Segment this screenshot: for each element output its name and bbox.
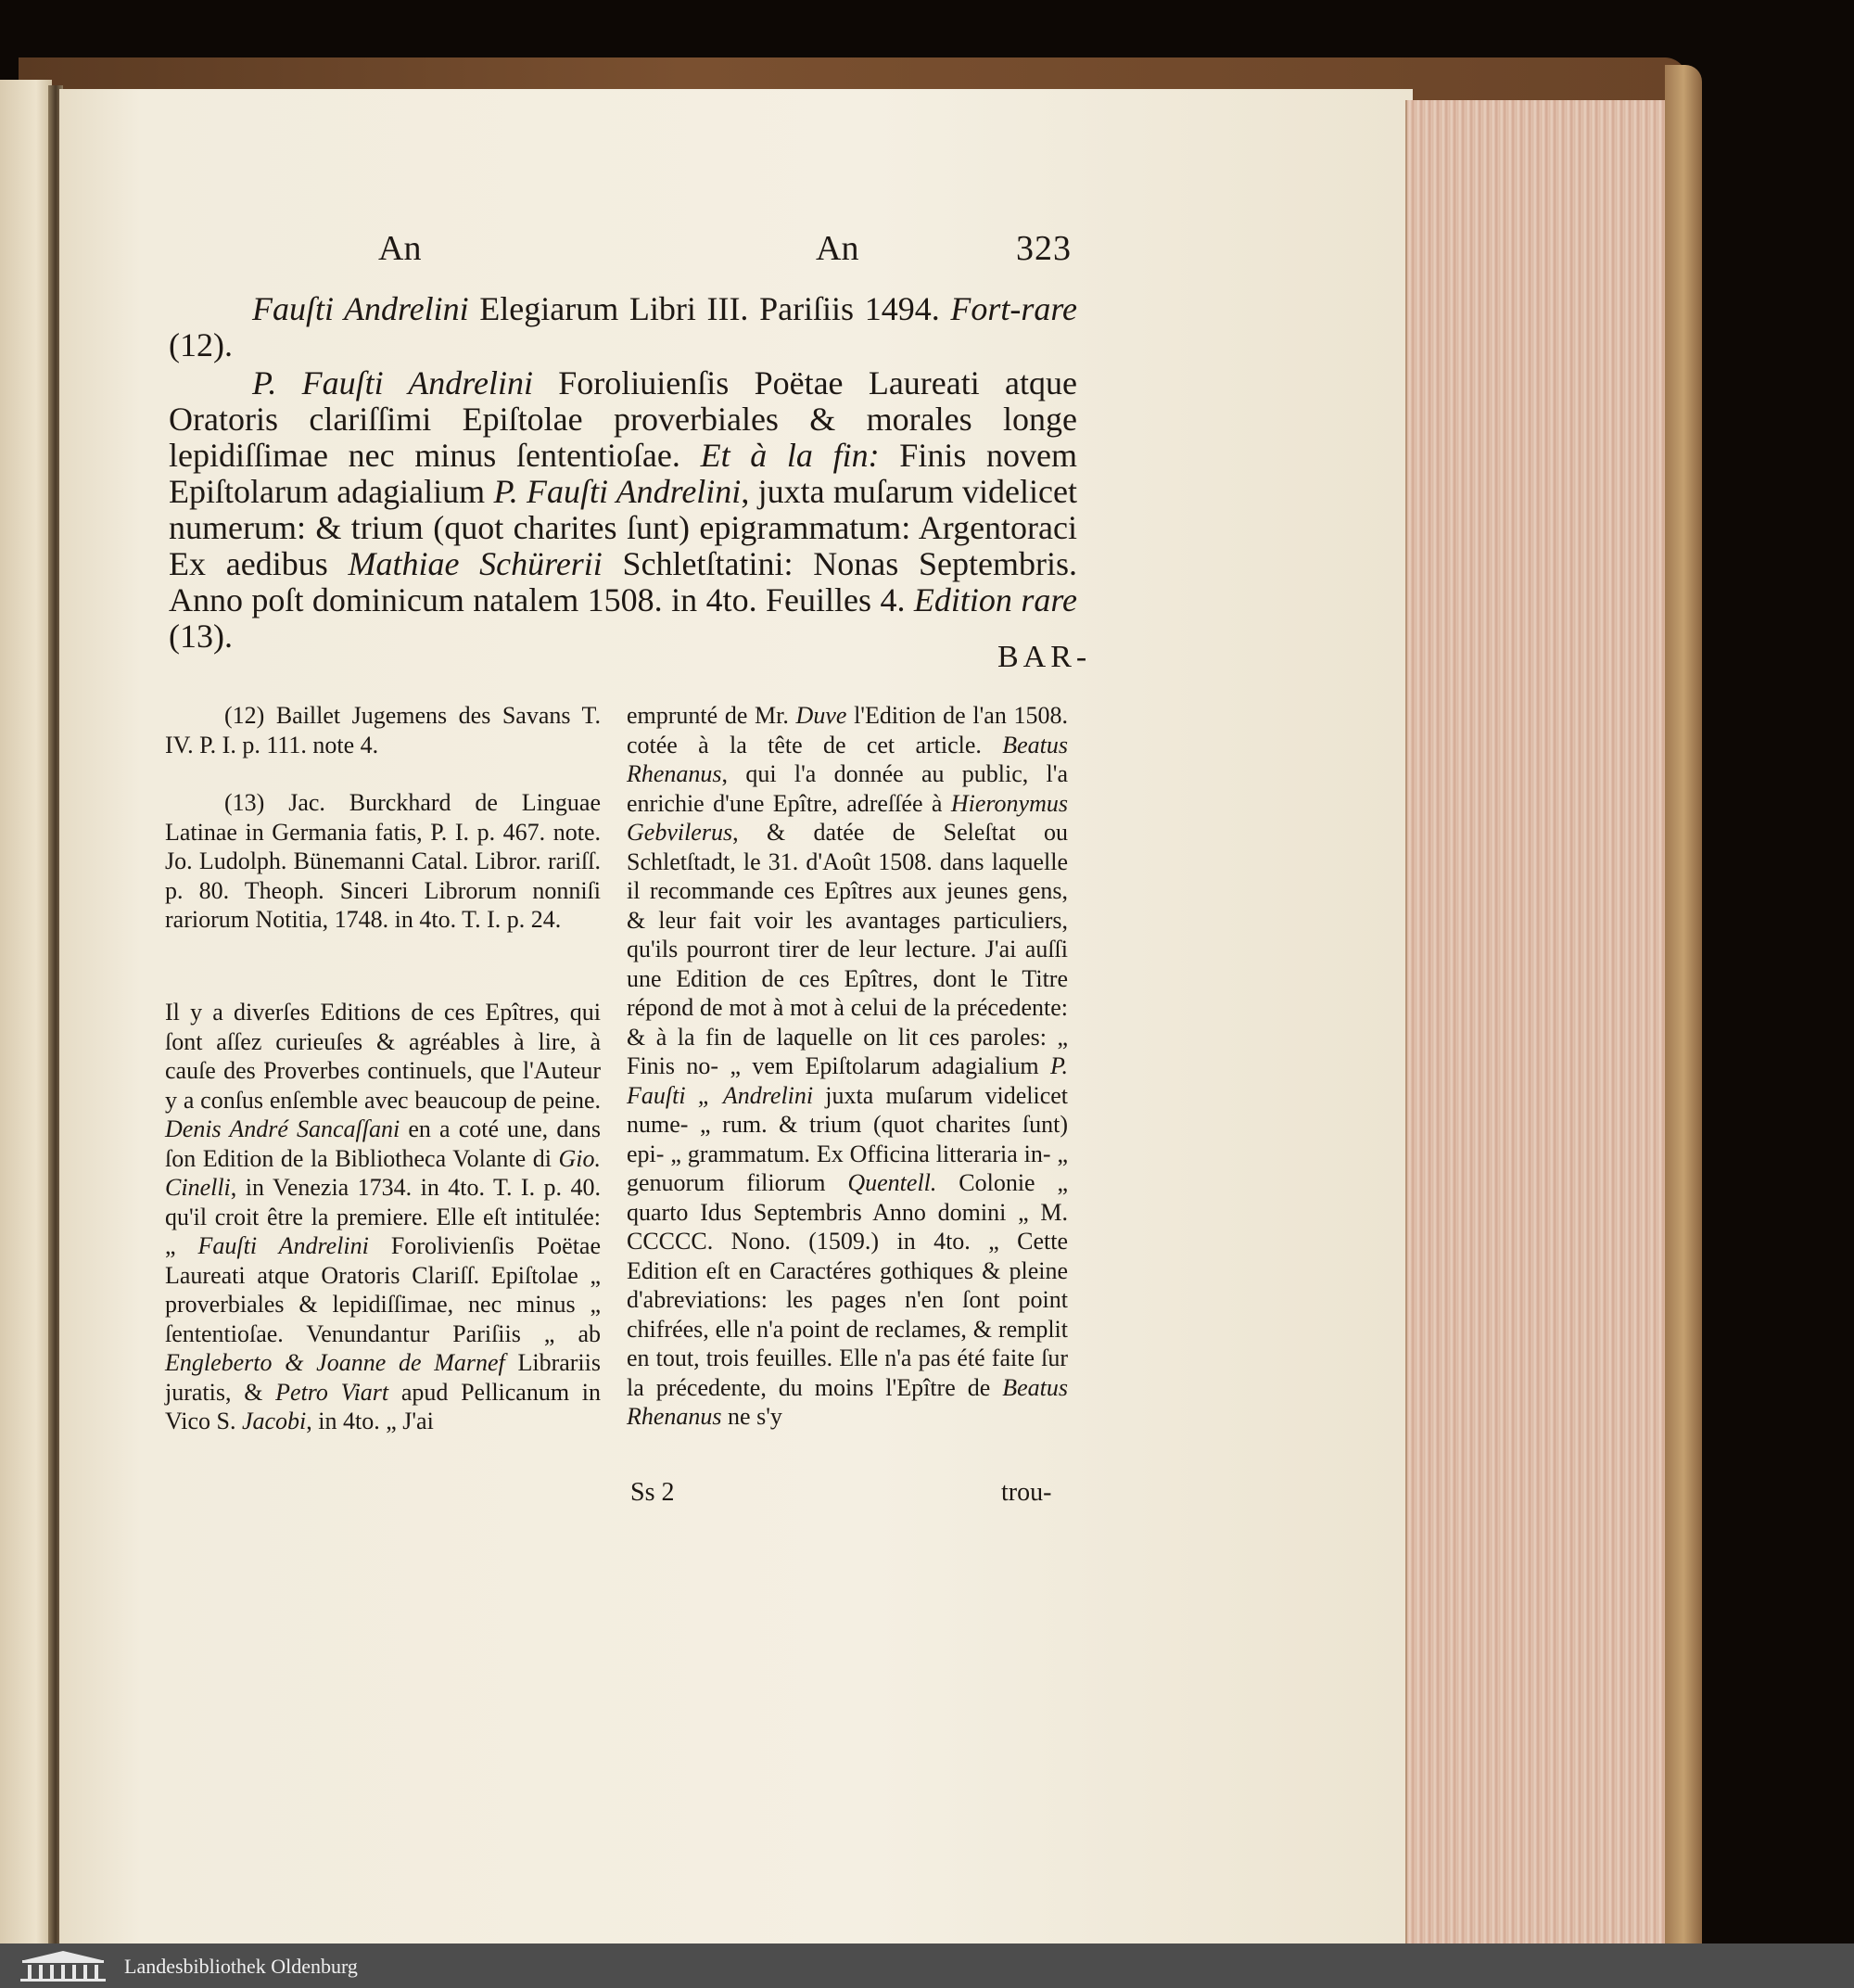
text-run: (12) Baillet Jugemens des Savans T. IV. P. I. p. 111. note 4. bbox=[165, 702, 601, 758]
left-page-edge bbox=[0, 80, 52, 1943]
text-run: , in 4to. „ J'ai bbox=[306, 1408, 434, 1434]
text-run: emprunté de Mr. bbox=[627, 702, 796, 729]
text-run: , & datée de Seleſtat ou Schletſtadt, le 31. d'Août 1508. dans laquelle il recommande ces Epîtres aux jeunes gens, & leur fait voir les avantages particuliers, qu'ils pourront tirer de leur lecture. J'ai auſſi une Edition de ces Epîtres, dont le Titre répond de mot à mot à celui de la précedente: & à la fin de laquelle on lit ces paroles: „ Finis no- „ vem Epiſtolarum adagialium bbox=[627, 819, 1068, 1079]
italic-text: Mathiae Schürerii bbox=[348, 545, 603, 582]
text-run: Il y a diverſes Editions de ces Epîtres, qui ſont aſſez curieuſes & agréables à lire, à cauſe des Proverbes continuels, que l'Auteur y a conſus enſemble avec beaucoup de peine. bbox=[165, 999, 601, 1114]
text-run: juxta muſarum videlicet nume- „ rum. & trium (quot charites ſunt) epi- „ grammatum. Ex Officina litteraria in- „ genuorum filiorum bbox=[627, 1081, 1068, 1196]
text-run: (13) Jac. Burckhard de Linguae Latinae in Germania fatis, P. I. p. 467. note. Jo. Ludolph. Bünemanni Catal. Libror. rariſſ. p. 80. Theoph. Sinceri Librorum nonniſi rariorum Notitia, 1748. in 4to. T. I. p. 24. bbox=[165, 789, 601, 933]
text-run: en a coté une, dans ſon Edition de la Bibliotheca Volante di bbox=[165, 1115, 601, 1172]
catchword-top: BAR- bbox=[997, 640, 1092, 674]
italic-text: P. Fauſti „ Andrelini bbox=[627, 1052, 1068, 1109]
italic-text: P. Fauſti Andrelini bbox=[252, 364, 533, 401]
text-run: ne s'y bbox=[721, 1403, 782, 1430]
italic-text: Fauſti Andrelini bbox=[197, 1232, 369, 1259]
text-run: , juxta muſarum videlicet numerum: & trium (quot charites ſunt) epigrammatum: Argentoraci Ex aedibus bbox=[169, 473, 1077, 582]
entry-text bbox=[169, 291, 1077, 363]
cover-edge bbox=[1665, 65, 1702, 1943]
italic-text: Jacobi bbox=[241, 1408, 307, 1434]
signature-mark: Ss 2 bbox=[630, 1478, 675, 1507]
commentary-text bbox=[165, 998, 601, 1436]
footer-institution-name: Landesbibliothek Oldenburg bbox=[124, 1955, 358, 1978]
italic-text: Petro Viart bbox=[275, 1378, 389, 1406]
italic-text: Beatus Rhenanus bbox=[627, 731, 1068, 787]
footnote-12 bbox=[165, 701, 601, 759]
running-head-center: An bbox=[816, 229, 859, 268]
footnote-13 bbox=[165, 788, 601, 935]
footnote-text bbox=[165, 788, 601, 935]
page-number: 323 bbox=[1016, 229, 1072, 268]
italic-text: Edition rare bbox=[913, 581, 1077, 618]
italic-text: Duve bbox=[795, 702, 847, 729]
commentary-right-column bbox=[627, 701, 1068, 1432]
text-run: Forolivienſis Poëtae Laureati atque Oratoris Clariſſ. Epiſtolae „ proverbiales & lepidiſſimae, nec minus „ ſententioſae. Venundantur Pariſiis „ ab bbox=[165, 1232, 601, 1347]
text-run: (12). bbox=[169, 326, 233, 363]
footnote-text bbox=[165, 701, 601, 759]
italic-text: P. Fauſti Andrelini bbox=[493, 473, 742, 510]
text-run: (13). bbox=[169, 618, 233, 655]
text-run: Finis novem Epiſtolarum adagialium bbox=[169, 437, 1078, 510]
catchword-bottom: trou- bbox=[1001, 1478, 1052, 1507]
text-run: Librariis juratis, & bbox=[165, 1349, 601, 1406]
text-run: Schletſtatini: Nonas Septembris. Anno poſt dominicum natalem 1508. in 4to. Feuilles 4. bbox=[169, 545, 1077, 618]
text-run: apud Pellicanum in Vico S. bbox=[165, 1378, 601, 1434]
italic-text: Quentell. bbox=[847, 1169, 937, 1196]
page-fore-edge bbox=[1405, 100, 1672, 1943]
text-run: Elegiarum Libri III. Pariſiis 1494. bbox=[468, 290, 951, 327]
italic-text: Fauſti Andrelini bbox=[252, 290, 469, 327]
commentary-text bbox=[627, 701, 1068, 1432]
text-run: , qui l'a donnée au public, l'a enrichie d'une Epître, adreſſée à bbox=[627, 760, 1068, 817]
bibliographic-entry-1 bbox=[169, 291, 1077, 363]
italic-text: Denis André Sancaſſani bbox=[165, 1115, 400, 1142]
text-run: l'Edition de l'an 1508. cotée à la tête de cet article. bbox=[627, 702, 1068, 758]
library-building-icon bbox=[17, 1949, 109, 1982]
bibliographic-entry-2 bbox=[169, 365, 1077, 655]
italic-text: Et à la fin: bbox=[700, 437, 880, 474]
italic-text: Gio. Cinelli bbox=[165, 1144, 601, 1201]
running-head-left: An bbox=[378, 229, 422, 268]
text-run: , in Venezia 1734. in 4to. T. I. p. 40. qu'il croit être la premiere. Elle eſt intitulée: „ bbox=[165, 1174, 601, 1259]
italic-text: Hieronymus Gebvilerus bbox=[627, 789, 1068, 846]
commentary-left-column bbox=[165, 998, 601, 1436]
text-run: Foroliuienſis Poëtae Laureati atque Oratoris clariſſimi Epiſtolae proverbiales & morales longe lepidiſſimae nec minus ſententioſae. bbox=[169, 364, 1078, 474]
entry-text bbox=[169, 365, 1077, 655]
text-run: Colonie „ quarto Idus Septembris Anno domini „ M. CCCCC. Nono. (1509.) in 4to. „ Cette Edition eſt en Caractéres gothiques & pleine d'abreviations: les pages n'en ſont point chifrées, elle n'a point de reclames, & remplit en tout, trois feuilles. Elle n'a pas été faite ſur la précedente, du moins l'Epître de bbox=[627, 1169, 1068, 1401]
italic-text: Beatus Rhenanus bbox=[627, 1373, 1068, 1430]
italic-text: Engleberto & Joanne de Marnef bbox=[165, 1349, 505, 1376]
italic-text: Fort-rare bbox=[950, 290, 1077, 327]
